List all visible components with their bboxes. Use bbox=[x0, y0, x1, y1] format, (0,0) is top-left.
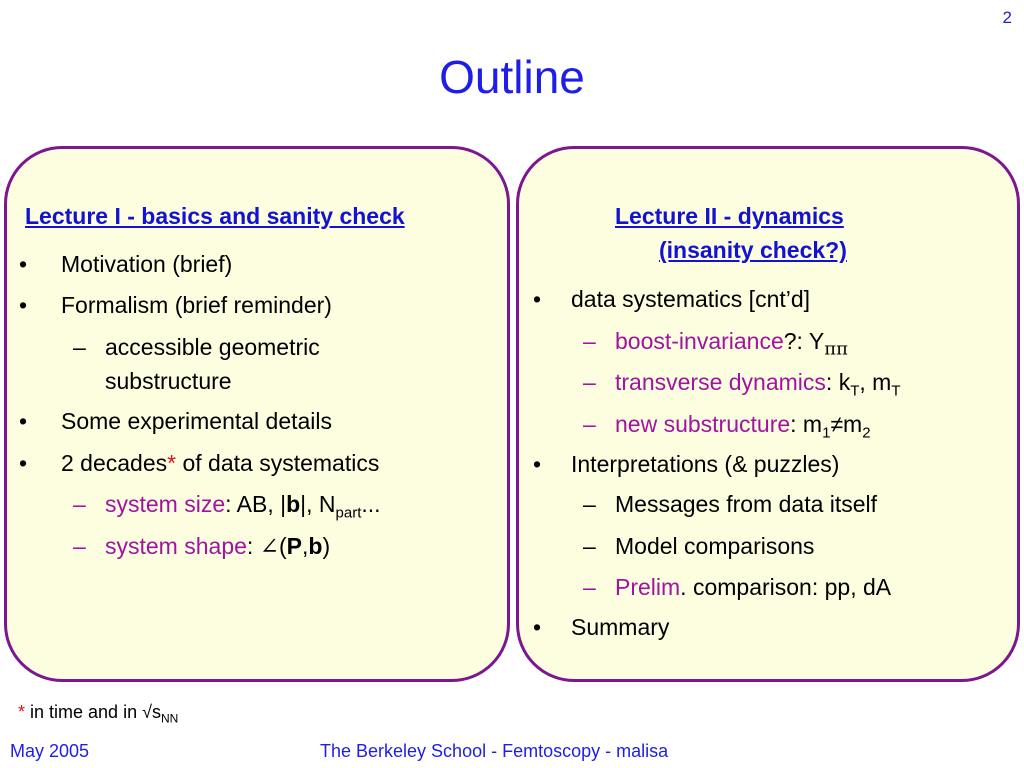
angle-icon: ∠ bbox=[259, 534, 279, 560]
lecture-2-panel bbox=[516, 146, 1020, 682]
lecture-2-subheading: (insanity check?) bbox=[659, 237, 847, 263]
system-shape-label: system shape bbox=[105, 533, 247, 559]
dash-icon: – bbox=[583, 411, 596, 437]
subscript: 2 bbox=[862, 424, 871, 442]
item-text: Summary bbox=[571, 614, 670, 640]
item-text bbox=[61, 448, 379, 478]
dash-icon: – bbox=[583, 328, 596, 354]
bullet-icon: • bbox=[19, 292, 28, 318]
decades-text: 2 decades bbox=[61, 450, 168, 476]
boost-invariance-label: boost-invariance bbox=[615, 328, 784, 354]
transverse-text: : k bbox=[825, 369, 851, 395]
lecture-1-heading: Lecture I - basics and sanity check bbox=[25, 203, 405, 229]
transverse-dynamics-label: transverse dynamics bbox=[615, 369, 826, 395]
system-shape-text: : bbox=[246, 533, 260, 559]
footnote-text: in time and in √s bbox=[25, 702, 161, 722]
system-size-b: b bbox=[286, 491, 301, 517]
footnote-star: * bbox=[18, 702, 26, 722]
bullet-icon: • bbox=[19, 408, 28, 434]
subscript: T bbox=[850, 382, 860, 400]
substructure-text: : m bbox=[790, 411, 823, 437]
boost-text: ?: Y bbox=[783, 328, 825, 354]
system-size-text: |, N bbox=[300, 491, 336, 517]
item-text: data systematics [cnt’d] bbox=[571, 286, 811, 312]
item-text: Formalism (brief reminder) bbox=[61, 292, 332, 318]
subscript: 1 bbox=[822, 424, 831, 442]
item-text bbox=[105, 531, 330, 562]
system-size-text: : AB, | bbox=[225, 491, 287, 517]
substructure-text: ≠m bbox=[830, 411, 863, 437]
item-text bbox=[615, 367, 901, 400]
page-number: 2 bbox=[1002, 8, 1012, 27]
item-text: accessible geometric bbox=[105, 334, 320, 360]
footnote bbox=[18, 702, 179, 726]
dash-icon: – bbox=[583, 533, 596, 559]
item-text: Messages from data itself bbox=[615, 491, 878, 517]
system-shape-text: , bbox=[301, 533, 309, 559]
item-text bbox=[615, 326, 848, 360]
bullet-icon: • bbox=[533, 451, 542, 477]
system-size-text: ... bbox=[361, 491, 381, 517]
footer-date: May 2005 bbox=[10, 741, 90, 761]
subscript: NN bbox=[160, 711, 179, 726]
lecture-2-heading: Lecture II - dynamics bbox=[615, 203, 844, 229]
item-text bbox=[615, 409, 871, 442]
bullet-icon: • bbox=[533, 614, 542, 640]
item-text bbox=[615, 572, 891, 602]
item-text: Some experimental details bbox=[61, 408, 333, 434]
bullet-icon: • bbox=[533, 286, 542, 312]
system-shape-P: P bbox=[286, 533, 302, 559]
dash-icon: – bbox=[73, 491, 86, 517]
dash-icon: – bbox=[583, 491, 596, 517]
dash-icon: – bbox=[73, 533, 86, 559]
lecture-1-panel bbox=[4, 146, 510, 682]
dash-icon: – bbox=[583, 369, 596, 395]
subscript: T bbox=[891, 382, 901, 400]
item-text: Motivation (brief) bbox=[61, 251, 233, 277]
prelim-text: . comparison: pp, dA bbox=[680, 574, 892, 600]
dash-icon: – bbox=[73, 334, 86, 360]
system-shape-text: ) bbox=[322, 533, 331, 559]
system-shape-b: b bbox=[308, 533, 323, 559]
system-shape-text: ( bbox=[278, 533, 287, 559]
decades-text-rest: of data systematics bbox=[176, 450, 380, 476]
subscript: part bbox=[335, 504, 362, 522]
slide-title: Outline bbox=[439, 51, 585, 103]
bullet-icon: • bbox=[19, 251, 28, 277]
item-text: Interpretations (& puzzles) bbox=[571, 451, 840, 477]
transverse-text: , m bbox=[859, 369, 892, 395]
new-substructure-label: new substructure bbox=[615, 411, 791, 437]
footnote-star: * bbox=[167, 450, 177, 476]
bullet-icon: • bbox=[19, 450, 28, 476]
item-text-continued: substructure bbox=[105, 368, 232, 394]
item-text bbox=[105, 489, 381, 522]
item-text: Model comparisons bbox=[615, 533, 815, 559]
dash-icon: – bbox=[583, 574, 596, 600]
prelim-label: Prelim bbox=[615, 574, 681, 600]
system-size-label: system size bbox=[105, 491, 226, 517]
footer-title: The Berkeley School - Femtoscopy - malisa bbox=[320, 741, 669, 761]
subscript: ππ bbox=[824, 338, 848, 360]
